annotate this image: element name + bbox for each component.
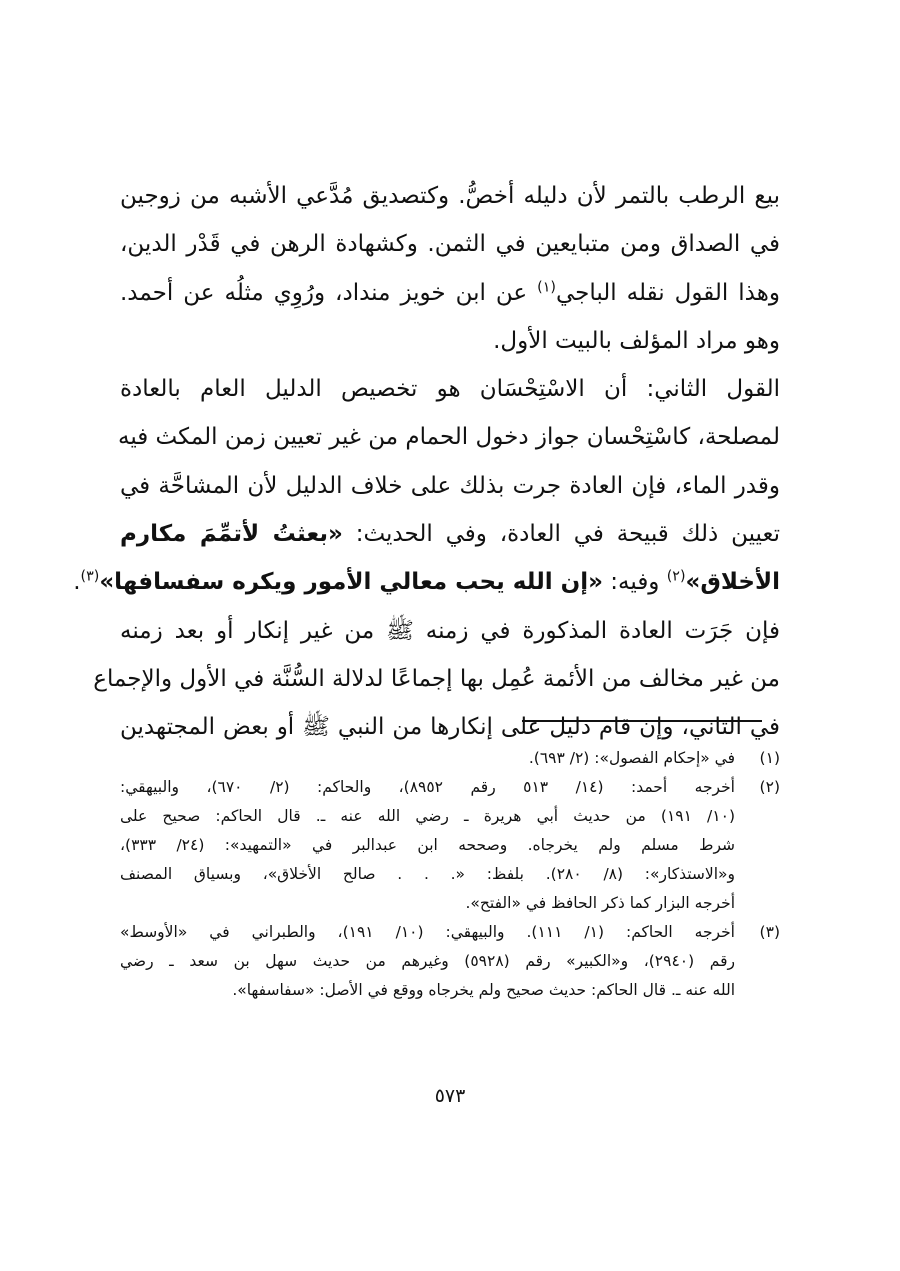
- footnote-line: أخرجه الحاكم: (١/ ١١١). والبيهقي: (١٠/ ١٩١)، والطبراني في «الأوسط»: [120, 923, 735, 941]
- text-line-11: من غير مخالف من الأئمة عُمِل بها إجماعًا لدلالة السُّنَّة في الأول والإجماع: [93, 665, 780, 692]
- footnote-number: (٣): [759, 923, 780, 941]
- hadith-quote-1: «بعثتُ لأتمِّمَ مكارم: [120, 521, 343, 548]
- footnote-number: (٢): [759, 778, 780, 796]
- text-line-3: [120, 269, 780, 317]
- text-fragment: وفيه:: [602, 569, 667, 596]
- footnote-line: (١٠/ ١٩١) من حديث أبي هريرة ـ رضي الله عنه ـ. قال الحاكم: صحيح على: [120, 807, 735, 825]
- footnote-2: [120, 773, 780, 918]
- footnote-line: الله عنه ـ. قال الحاكم: حديث صحيح ولم يخرجاه ووقع في الأصل: «سفاسفها».: [232, 981, 735, 999]
- footnote-ref-2: (٢): [666, 568, 686, 585]
- text-line-7: وقدر الماء، فإن العادة جرت بذلك على خلاف الدليل لأن المشاحَّة في: [120, 472, 780, 499]
- hadith-quote-1-end: الأخلاق»: [685, 569, 780, 596]
- text-fragment: عن ابن خويز منداد، ورُوِي مثلُه عن أحمد.: [120, 279, 538, 306]
- text-fragment: .: [73, 569, 81, 596]
- page-number: ٥٧٣: [434, 1085, 466, 1107]
- main-text: [73, 172, 780, 752]
- footnote-line: أخرجه أحمد: (١٤/ ٥١٣ رقم ٨٩٥٢)، والحاكم: (٢/ ٦٧٠)، والبيهقي:: [120, 778, 735, 796]
- footnote-line: و«الاستذكار»: (٨/ ٢٨٠). بلفظ: «. . . صالح الأخلاق»، وبسياق المصنف: [120, 865, 735, 883]
- text-line-10: فإن جَرَت العادة المذكورة في زمنه ﷺ من غير إنكار أو بعد زمنه: [120, 617, 780, 644]
- text-line-8: [120, 510, 780, 558]
- text-line-12: في الثاني، وإن قام دليل على إنكارها من النبي ﷺ أو بعض المجتهدين: [120, 714, 780, 741]
- text-line-5: القول الثاني: أن الاسْتِحْسَان هو تخصيص الدليل العام بالعادة: [120, 376, 780, 403]
- footnote-line: في «إحكام الفصول»: (٢/ ٦٩٣).: [528, 749, 735, 767]
- footnotes: [120, 744, 780, 1005]
- footnote-number: (١): [759, 749, 780, 767]
- footnote-3: [120, 918, 780, 1005]
- footnote-1: [120, 744, 780, 773]
- footnote-separator: [522, 720, 762, 722]
- footnote-line: شرط مسلم ولم يخرجاه. وصححه ابن عبدالبر في «التمهيد»: (٢٤/ ٣٣٣)،: [120, 836, 735, 854]
- footnote-line: رقم (٢٩٤٠)، و«الكبير» رقم (٥٩٢٨) وغيرهم من حديث سهل بن سعد ـ رضي: [120, 952, 735, 970]
- text-line-6: لمصلحة، كاسْتِحْسان جواز دخول الحمام من غير تعيين زمن المكث فيه: [117, 424, 780, 451]
- text-line-2: في الصداق ومن متبايعين في الثمن. وكشهادة الرهن في قَدْر الدين،: [120, 231, 780, 258]
- footnote-ref-1: (١): [537, 278, 556, 295]
- text-fragment: تعيين ذلك قبيحة في العادة، وفي الحديث:: [342, 521, 780, 548]
- text-line-4: وهو مراد المؤلف بالبيت الأول.: [493, 327, 780, 354]
- text-line-1: بيع الرطب بالتمر لأن دليله أخصُّ. وكتصديق مُدَّعي الأشبه من زوجين: [120, 183, 780, 209]
- hadith-quote-2: «إن الله يحب معالي الأمور ويكره سفسافها»: [99, 569, 603, 596]
- text-line-9: [73, 558, 780, 606]
- text-fragment: وهذا القول نقله الباجي: [555, 279, 780, 306]
- footnote-ref-3: (٣): [80, 568, 100, 585]
- footnote-line: أخرجه البزار كما ذكر الحافظ في «الفتح».: [465, 894, 735, 912]
